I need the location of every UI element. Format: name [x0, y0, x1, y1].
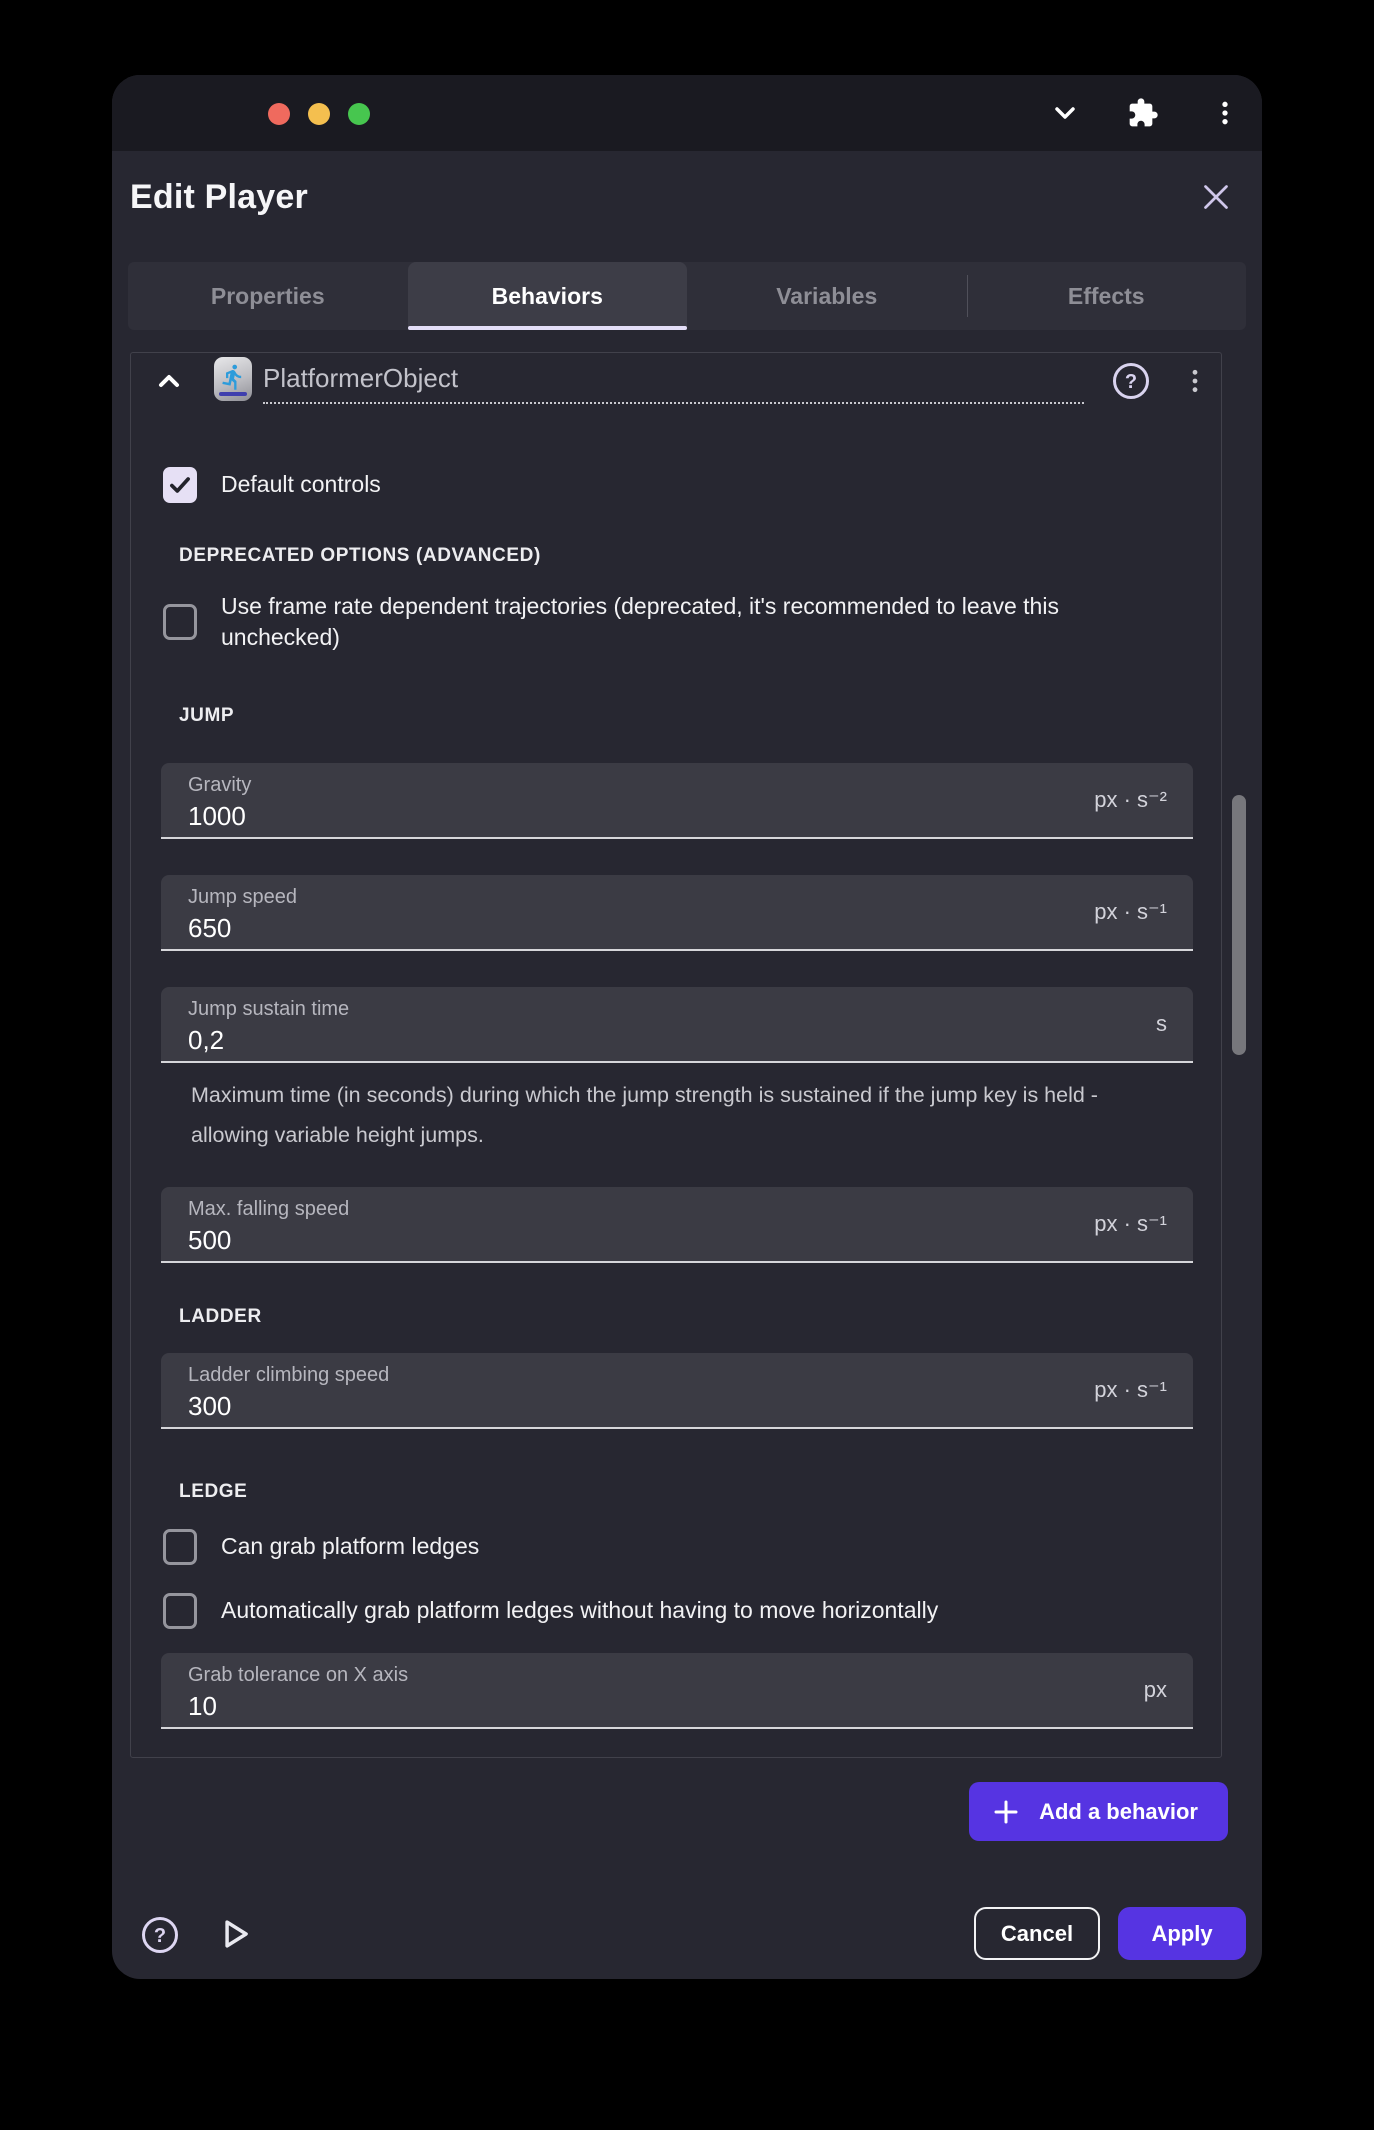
behaviors-panel — [130, 352, 1222, 1758]
ladder-speed-unit: px · s⁻¹ — [1094, 1377, 1167, 1402]
tab-effects[interactable]: Effects — [967, 262, 1247, 330]
frame-rate-row[interactable] — [163, 591, 1131, 653]
platformer-behavior-icon — [214, 357, 252, 401]
tab-behaviors[interactable]: Behaviors — [408, 262, 688, 330]
close-window-button[interactable] — [268, 103, 290, 125]
jump-speed-unit: px · s⁻¹ — [1094, 899, 1167, 924]
cancel-button[interactable]: Cancel — [974, 1907, 1100, 1960]
ladder-speed-field[interactable] — [161, 1353, 1193, 1429]
max-falling-input[interactable]: 500 — [188, 1225, 232, 1255]
max-falling-unit: px · s⁻¹ — [1094, 1211, 1167, 1236]
jump-sustain-field[interactable] — [161, 987, 1193, 1063]
auto-grab-label: Automatically grab platform ledges without having to move horizontally — [221, 1597, 939, 1624]
extensions-puzzle-icon[interactable] — [1127, 97, 1159, 129]
max-falling-label: Max. falling speed — [188, 1198, 350, 1220]
jump-sustain-label: Jump sustain time — [188, 998, 350, 1020]
behavior-kebab-menu-icon[interactable] — [1179, 365, 1211, 397]
jump-speed-field[interactable] — [161, 875, 1193, 951]
minimize-window-button[interactable] — [308, 103, 330, 125]
tab-properties[interactable]: Properties — [210, 282, 325, 309]
grab-tolerance-unit: px — [1143, 1677, 1167, 1702]
close-dialog-icon[interactable] — [1198, 179, 1234, 215]
behavior-help-icon[interactable] — [1111, 361, 1151, 401]
svg-text:?: ? — [1124, 371, 1138, 393]
can-grab-row[interactable] — [163, 1529, 479, 1565]
play-preview-icon[interactable] — [216, 1915, 254, 1953]
apply-button[interactable]: Apply — [1118, 1907, 1246, 1960]
edit-player-dialog — [112, 75, 1262, 1979]
ledge-section-header: LEDGE — [179, 1481, 248, 1502]
gravity-unit: px · s⁻² — [1094, 787, 1167, 812]
can-grab-checkbox[interactable] — [163, 1529, 197, 1565]
jump-section-header: JUMP — [179, 705, 235, 726]
jump-speed-label: Jump speed — [188, 886, 297, 908]
jump-speed-input[interactable]: 650 — [188, 913, 232, 943]
grab-tolerance-label: Grab tolerance on X axis — [188, 1664, 409, 1686]
jump-sustain-helper-text: Maximum time (in seconds) during which the jump strength is sustained if the jump key is held - allowing variable height jumps. — [191, 1083, 1098, 1147]
page-title: Edit Player — [130, 178, 308, 216]
grab-tolerance-input[interactable]: 10 — [188, 1691, 217, 1721]
tab-variables[interactable]: Variables — [776, 282, 878, 309]
gravity-field[interactable] — [161, 763, 1193, 839]
frame-rate-checkbox[interactable] — [163, 604, 197, 640]
window-titlebar[interactable] — [112, 75, 1262, 151]
max-falling-field[interactable] — [161, 1187, 1193, 1263]
can-grab-label: Can grab platform ledges — [221, 1533, 480, 1560]
default-controls-checkbox[interactable] — [163, 467, 197, 503]
ladder-speed-label: Ladder climbing speed — [188, 1364, 390, 1386]
chevron-down-icon[interactable] — [1049, 97, 1081, 129]
jump-sustain-unit: s — [1156, 1011, 1167, 1036]
auto-grab-checkbox[interactable] — [163, 1593, 197, 1629]
frame-rate-label: Use frame rate dependent trajectories (deprecated, it's recommended to leave this unchecked) — [221, 593, 1059, 651]
ladder-speed-input[interactable]: 300 — [188, 1391, 232, 1421]
deprecated-options-header: DEPRECATED OPTIONS (ADVANCED) — [179, 545, 541, 566]
default-controls-label: Default controls — [221, 471, 381, 498]
maximize-window-button[interactable] — [348, 103, 370, 125]
jump-sustain-input[interactable]: 0,2 — [188, 1025, 225, 1055]
gravity-input[interactable]: 1000 — [188, 801, 246, 831]
tab-bar — [128, 262, 1246, 330]
plus-icon — [991, 1797, 1021, 1827]
scrollbar-thumb[interactable] — [1232, 795, 1246, 1055]
add-behavior-button[interactable] — [969, 1782, 1228, 1841]
auto-grab-row[interactable] — [163, 1593, 938, 1629]
platform-ground-bar — [219, 392, 247, 396]
ladder-section-header: LADDER — [179, 1306, 262, 1327]
collapse-behavior-chevron-up-icon[interactable] — [153, 365, 185, 397]
kebab-menu-icon[interactable] — [1209, 97, 1241, 129]
default-controls-row[interactable] — [163, 467, 381, 503]
gravity-label: Gravity — [188, 774, 252, 796]
behavior-name-field[interactable]: PlatformerObject — [263, 363, 1084, 404]
svg-text:?: ? — [153, 1925, 167, 1947]
help-icon[interactable] — [140, 1915, 180, 1955]
grab-tolerance-field[interactable] — [161, 1653, 1193, 1729]
add-behavior-label: Add a behavior — [1039, 1798, 1198, 1824]
